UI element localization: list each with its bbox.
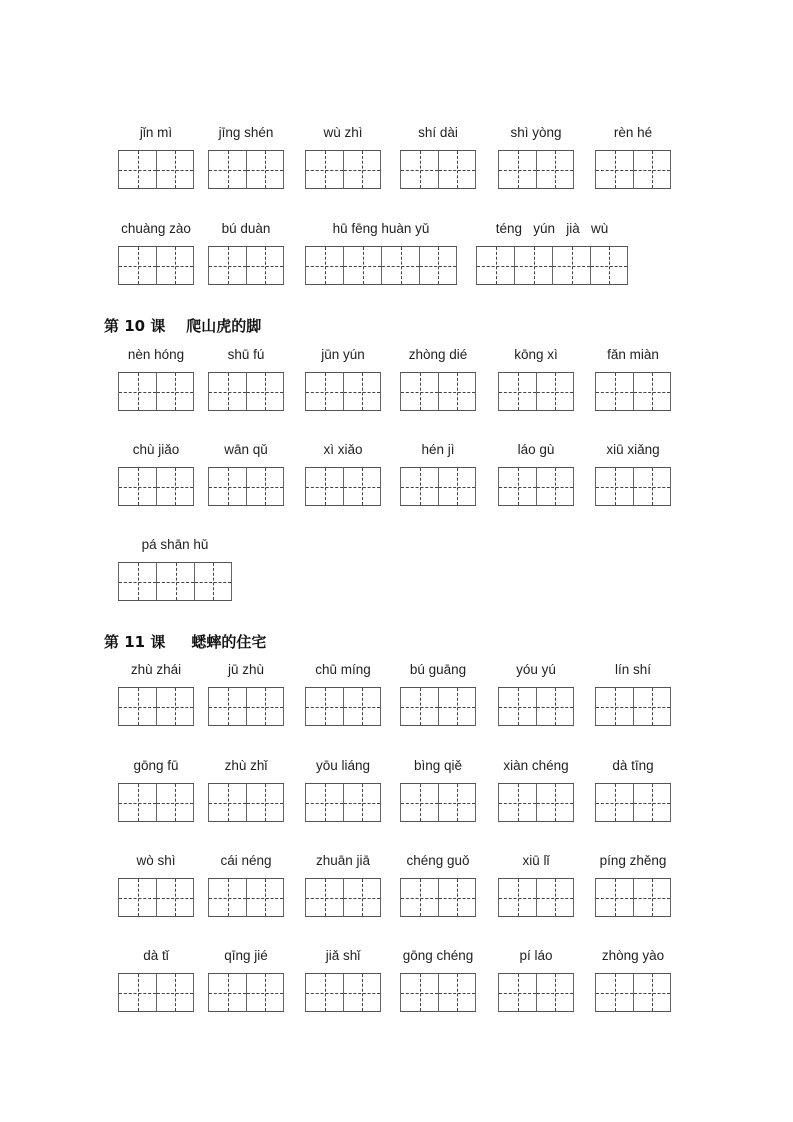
pinyin-label: dà tǐ xyxy=(143,948,169,963)
writing-box[interactable] xyxy=(536,879,574,916)
tianzige-writing-grid[interactable] xyxy=(498,372,574,411)
writing-box[interactable] xyxy=(305,373,343,410)
pinyin-label: jū zhù xyxy=(227,662,265,677)
pinyin-label: lín shí xyxy=(614,662,652,677)
tianzige-writing-grid[interactable] xyxy=(498,150,574,189)
lesson-11-title: 第 11 课 蟋蟀的住宅 xyxy=(104,633,267,651)
writing-box[interactable] xyxy=(438,373,476,410)
writing-box[interactable] xyxy=(208,151,246,188)
writing-box[interactable] xyxy=(208,373,246,410)
writing-box[interactable] xyxy=(305,247,343,284)
tianzige-writing-grid[interactable] xyxy=(305,687,381,726)
writing-box[interactable] xyxy=(400,974,438,1011)
tianzige-writing-grid[interactable] xyxy=(400,150,476,189)
tianzige-writing-grid[interactable] xyxy=(208,687,284,726)
pinyin-label: pí láo xyxy=(519,948,553,963)
writing-box[interactable] xyxy=(595,468,633,505)
pinyin-label: nèn hóng xyxy=(127,347,185,362)
writing-box[interactable] xyxy=(536,151,574,188)
pinyin-label: xiū xiǎng xyxy=(606,442,660,457)
writing-box[interactable] xyxy=(498,688,536,725)
tianzige-writing-grid[interactable] xyxy=(118,783,194,822)
writing-box[interactable] xyxy=(305,688,343,725)
writing-box[interactable] xyxy=(156,974,194,1011)
writing-box[interactable] xyxy=(156,784,194,821)
tianzige-writing-grid[interactable] xyxy=(208,150,284,189)
tianzige-writing-grid[interactable] xyxy=(118,246,194,285)
pinyin-label: shì yòng xyxy=(510,125,562,140)
tianzige-writing-grid[interactable] xyxy=(595,150,671,189)
writing-box[interactable] xyxy=(633,151,671,188)
writing-box[interactable] xyxy=(438,784,476,821)
pinyin-label: hū fēng huàn yǔ xyxy=(332,221,430,236)
writing-box[interactable] xyxy=(246,247,284,284)
pinyin-label: chù jiǎo xyxy=(132,442,180,457)
writing-box[interactable] xyxy=(208,784,246,821)
pinyin-label: chū míng xyxy=(315,662,371,677)
writing-box[interactable] xyxy=(536,688,574,725)
writing-box[interactable] xyxy=(381,247,419,284)
writing-box[interactable] xyxy=(156,563,194,600)
pinyin-label: wò shì xyxy=(136,853,176,868)
writing-box[interactable] xyxy=(633,879,671,916)
writing-box[interactable] xyxy=(400,784,438,821)
writing-box[interactable] xyxy=(536,974,574,1011)
pinyin-label: wù zhì xyxy=(323,125,363,140)
tianzige-writing-grid[interactable] xyxy=(305,878,381,917)
writing-box[interactable] xyxy=(305,974,343,1011)
writing-box[interactable] xyxy=(400,688,438,725)
writing-box[interactable] xyxy=(156,879,194,916)
writing-box[interactable] xyxy=(498,784,536,821)
writing-box[interactable] xyxy=(118,468,156,505)
pinyin-label: chuàng zào xyxy=(121,221,191,236)
tianzige-writing-grid[interactable] xyxy=(400,467,476,506)
pinyin-label: jīng shén xyxy=(218,125,274,140)
pinyin-label: xiū lǐ xyxy=(522,853,550,868)
tianzige-writing-grid[interactable] xyxy=(400,372,476,411)
writing-box[interactable] xyxy=(536,468,574,505)
writing-box[interactable] xyxy=(156,688,194,725)
tianzige-writing-grid[interactable] xyxy=(118,467,194,506)
writing-box[interactable] xyxy=(305,784,343,821)
writing-box[interactable] xyxy=(498,879,536,916)
writing-box[interactable] xyxy=(595,373,633,410)
pinyin-label: bìng qiě xyxy=(413,758,463,773)
pinyin-label: pá shān hǔ xyxy=(141,537,209,552)
tianzige-writing-grid[interactable] xyxy=(595,973,671,1012)
lesson-10-title: 第 10 课 爬山虎的脚 xyxy=(104,317,262,335)
pinyin-label: hén jì xyxy=(421,442,455,457)
pinyin-label: zhù zhái xyxy=(130,662,182,677)
writing-box[interactable] xyxy=(118,373,156,410)
tianzige-writing-grid[interactable] xyxy=(208,973,284,1012)
tianzige-writing-grid[interactable] xyxy=(305,973,381,1012)
writing-box[interactable] xyxy=(595,974,633,1011)
writing-box[interactable] xyxy=(246,688,284,725)
tianzige-writing-grid[interactable] xyxy=(595,783,671,822)
pinyin-label: yóu yú xyxy=(516,662,556,677)
pinyin-label: zhòng yào xyxy=(601,948,665,963)
writing-box[interactable] xyxy=(343,373,381,410)
tianzige-writing-grid[interactable] xyxy=(305,783,381,822)
tianzige-writing-grid[interactable] xyxy=(118,687,194,726)
pinyin-label: chéng guǒ xyxy=(406,853,470,868)
tianzige-writing-grid[interactable] xyxy=(400,687,476,726)
tianzige-writing-grid[interactable] xyxy=(118,372,194,411)
writing-box[interactable] xyxy=(438,468,476,505)
tianzige-writing-grid[interactable] xyxy=(498,687,574,726)
writing-box[interactable] xyxy=(305,879,343,916)
writing-box[interactable] xyxy=(633,468,671,505)
writing-box[interactable] xyxy=(156,468,194,505)
tianzige-writing-grid[interactable] xyxy=(595,687,671,726)
writing-box[interactable] xyxy=(194,563,232,600)
writing-box[interactable] xyxy=(156,151,194,188)
pinyin-label: fǎn miàn xyxy=(607,347,659,362)
writing-box[interactable] xyxy=(343,247,381,284)
writing-box[interactable] xyxy=(400,879,438,916)
tianzige-writing-grid[interactable] xyxy=(498,878,574,917)
writing-box[interactable] xyxy=(118,688,156,725)
tianzige-writing-grid[interactable] xyxy=(118,973,194,1012)
pinyin-label: shí dài xyxy=(418,125,458,140)
writing-box[interactable] xyxy=(118,151,156,188)
writing-box[interactable] xyxy=(246,974,284,1011)
writing-box[interactable] xyxy=(156,373,194,410)
pinyin-label: rèn hé xyxy=(613,125,653,140)
writing-box[interactable] xyxy=(343,688,381,725)
writing-box[interactable] xyxy=(438,688,476,725)
pinyin-label: gōng chéng xyxy=(402,948,474,963)
pinyin-label: téng yún jià wù xyxy=(495,221,609,236)
tianzige-writing-grid[interactable] xyxy=(305,467,381,506)
writing-box[interactable] xyxy=(118,974,156,1011)
writing-box[interactable] xyxy=(633,373,671,410)
tianzige-writing-grid[interactable] xyxy=(208,372,284,411)
pinyin-label: píng zhěng xyxy=(599,853,667,868)
writing-box[interactable] xyxy=(438,974,476,1011)
tianzige-writing-grid[interactable] xyxy=(400,973,476,1012)
pinyin-label: gōng fū xyxy=(133,758,179,773)
writing-box[interactable] xyxy=(208,879,246,916)
writing-box[interactable] xyxy=(343,468,381,505)
writing-box[interactable] xyxy=(498,373,536,410)
writing-box[interactable] xyxy=(118,784,156,821)
writing-box[interactable] xyxy=(400,468,438,505)
writing-box[interactable] xyxy=(595,151,633,188)
writing-box[interactable] xyxy=(590,247,628,284)
tianzige-writing-grid[interactable] xyxy=(595,467,671,506)
writing-box[interactable] xyxy=(343,879,381,916)
pinyin-label: zhù zhǐ xyxy=(224,758,268,773)
writing-box[interactable] xyxy=(208,468,246,505)
tianzige-writing-grid[interactable] xyxy=(498,467,574,506)
tianzige-writing-grid[interactable] xyxy=(400,878,476,917)
writing-box[interactable] xyxy=(208,974,246,1011)
pinyin-label: jiǎ shǐ xyxy=(325,948,361,963)
tianzige-writing-grid[interactable] xyxy=(498,783,574,822)
writing-box[interactable] xyxy=(438,151,476,188)
pinyin-label: bú guāng xyxy=(409,662,467,677)
tianzige-writing-grid[interactable] xyxy=(400,783,476,822)
writing-box[interactable] xyxy=(305,151,343,188)
writing-box[interactable] xyxy=(246,879,284,916)
writing-box[interactable] xyxy=(595,688,633,725)
pinyin-label: qīng jié xyxy=(224,948,268,963)
writing-box[interactable] xyxy=(536,373,574,410)
tianzige-writing-grid[interactable] xyxy=(208,467,284,506)
writing-box[interactable] xyxy=(595,879,633,916)
pinyin-label: wān qǔ xyxy=(224,442,268,457)
pinyin-label: jǐn mì xyxy=(139,125,173,140)
tianzige-writing-grid[interactable] xyxy=(118,150,194,189)
writing-box[interactable] xyxy=(118,879,156,916)
tianzige-writing-grid[interactable] xyxy=(595,878,671,917)
writing-box[interactable] xyxy=(419,247,457,284)
writing-box[interactable] xyxy=(400,151,438,188)
tianzige-writing-grid[interactable] xyxy=(305,150,381,189)
tianzige-writing-grid[interactable] xyxy=(118,878,194,917)
writing-box[interactable] xyxy=(118,563,156,600)
tianzige-writing-grid[interactable] xyxy=(476,246,628,285)
pinyin-label: láo gù xyxy=(517,442,555,457)
pinyin-label: xì xiǎo xyxy=(323,442,363,457)
tianzige-writing-grid[interactable] xyxy=(208,878,284,917)
pinyin-label: yōu liáng xyxy=(315,758,371,773)
writing-box[interactable] xyxy=(498,974,536,1011)
tianzige-writing-grid[interactable] xyxy=(208,783,284,822)
writing-box[interactable] xyxy=(246,151,284,188)
tianzige-writing-grid[interactable] xyxy=(208,246,284,285)
writing-box[interactable] xyxy=(514,247,552,284)
writing-box[interactable] xyxy=(305,468,343,505)
pinyin-label: shū fú xyxy=(227,347,265,362)
tianzige-writing-grid[interactable] xyxy=(498,973,574,1012)
writing-box[interactable] xyxy=(595,784,633,821)
writing-box[interactable] xyxy=(246,373,284,410)
writing-box[interactable] xyxy=(343,784,381,821)
pinyin-label: zhuān jiā xyxy=(315,853,371,868)
writing-box[interactable] xyxy=(400,373,438,410)
writing-box[interactable] xyxy=(498,468,536,505)
writing-box[interactable] xyxy=(208,247,246,284)
writing-box[interactable] xyxy=(246,784,284,821)
tianzige-writing-grid[interactable] xyxy=(305,246,457,285)
writing-box[interactable] xyxy=(633,784,671,821)
writing-box[interactable] xyxy=(498,151,536,188)
writing-box[interactable] xyxy=(536,784,574,821)
pinyin-label: zhòng dié xyxy=(408,347,468,362)
writing-box[interactable] xyxy=(476,247,514,284)
writing-box[interactable] xyxy=(208,688,246,725)
tianzige-writing-grid[interactable] xyxy=(118,562,232,601)
pinyin-label: dà tīng xyxy=(612,758,654,773)
writing-box[interactable] xyxy=(118,247,156,284)
pinyin-label: bú duàn xyxy=(221,221,271,236)
writing-box[interactable] xyxy=(343,974,381,1011)
writing-box[interactable] xyxy=(552,247,590,284)
tianzige-writing-grid[interactable] xyxy=(595,372,671,411)
tianzige-writing-grid[interactable] xyxy=(305,372,381,411)
pinyin-label: cái néng xyxy=(220,853,272,868)
pinyin-label: jūn yún xyxy=(321,347,365,362)
writing-box[interactable] xyxy=(156,247,194,284)
pinyin-label: xiàn chéng xyxy=(503,758,569,773)
writing-box[interactable] xyxy=(438,879,476,916)
writing-box[interactable] xyxy=(246,468,284,505)
writing-box[interactable] xyxy=(633,688,671,725)
writing-box[interactable] xyxy=(633,974,671,1011)
pinyin-label: kōng xì xyxy=(514,347,558,362)
writing-box[interactable] xyxy=(343,151,381,188)
